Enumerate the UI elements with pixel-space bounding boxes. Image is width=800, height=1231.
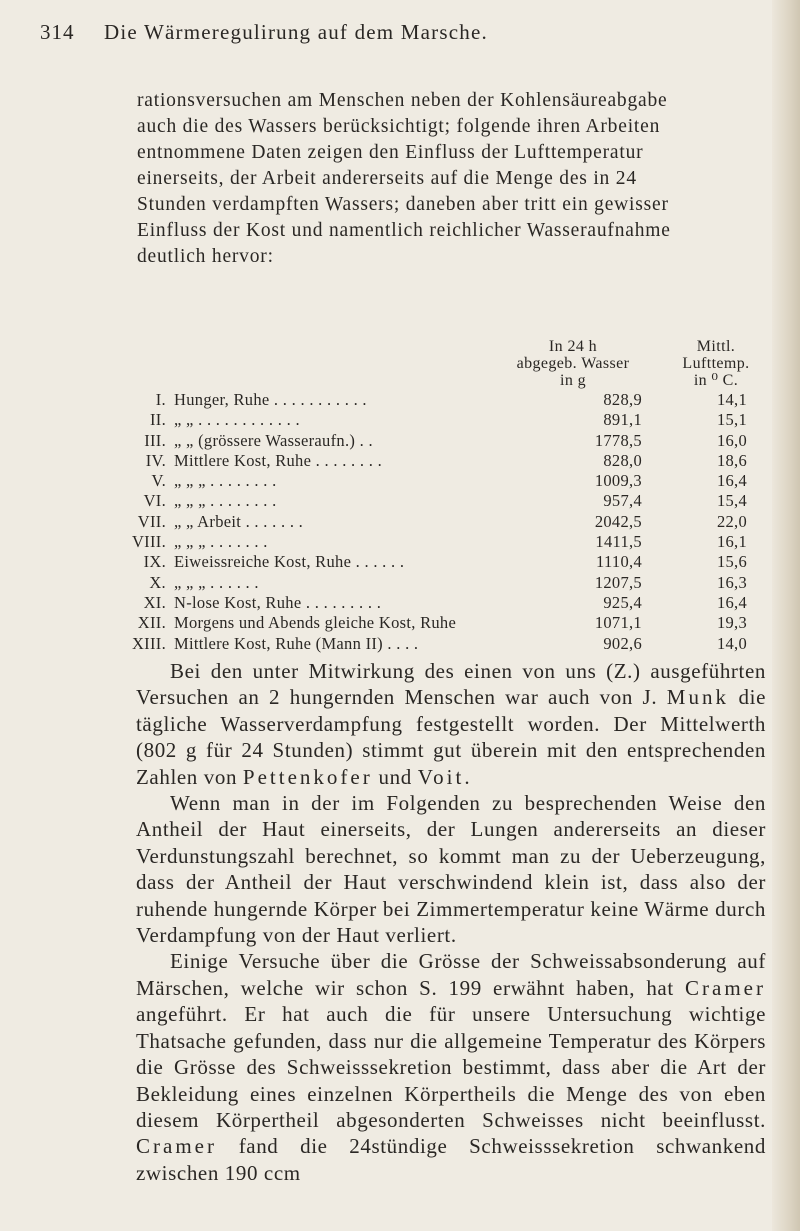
row-label: „ „ „ . . . . . . . <box>174 532 268 552</box>
row-number: II. <box>149 410 166 430</box>
text-run: angeführt. Er hat auch die für unsere Untersuchung wichtige Thatsache gefunden, dass nur die allgemeine Temperatur des Körpers die Grösse des Schweisssekretion bestimmt, dass aber die Art der Bekleidung eines einzelnen Körpertheils die Menge des von eben diesem Körpertheil abgesonderten Schweisses nicht beeinflusst. <box>136 1002 766 1132</box>
table-row <box>124 410 784 430</box>
row-number: V. <box>151 471 166 491</box>
water-value: 828,9 <box>603 390 642 409</box>
water-header-line: In 24 h <box>548 338 598 355</box>
running-title: Die Wärmeregulirung auf dem Marsche. <box>104 20 488 44</box>
row-number: IV. <box>145 450 166 470</box>
water-value: 902,6 <box>603 633 642 653</box>
row-number: X. <box>149 572 166 592</box>
table-row <box>124 390 784 410</box>
author-name: Pettenkofer <box>242 764 373 789</box>
water-value: 1110,4 <box>596 552 642 572</box>
intro-line: entnommene Daten zeigen den Einfluss der Lufttemperatur <box>137 142 644 163</box>
table-row <box>124 512 784 532</box>
intro-line: rationsversuchen am Menschen neben der Kohlensäureabgabe <box>137 90 668 111</box>
text-run: Einige Versuche über die Grösse der Schweissabsonderung auf Märschen, welche wir schon S. 199 erwähnt haben, hat <box>136 949 766 1000</box>
water-header-line: abgegeb. Wasser <box>516 355 630 372</box>
temp-header-line: Mittl. <box>696 338 736 355</box>
author-name: Munk <box>666 685 729 710</box>
table-row <box>124 593 784 613</box>
text-run: fand die 24stündige Schweisssekretion schwankend zwischen 190 ccm <box>136 1134 766 1185</box>
temperature-value: 22,0 <box>716 511 748 531</box>
temperature-value: 18,6 <box>716 450 748 470</box>
intro-line: Stunden verdampften Wassers; daneben aber tritt ein gewisser <box>137 194 669 215</box>
temperature-value: 15,4 <box>716 491 748 511</box>
paragraph-munk <box>136 658 766 790</box>
intro-paragraph <box>137 88 767 270</box>
table-row <box>124 573 784 593</box>
text-run: . <box>464 764 471 789</box>
water-value: 1207,5 <box>594 572 642 592</box>
temperature-value: 19,3 <box>716 613 748 633</box>
paragraph-cramer <box>136 948 766 1186</box>
water-value: 925,4 <box>603 592 642 612</box>
temp-header-line: Lufttemp. <box>682 355 750 372</box>
temperature-column-header <box>660 338 772 389</box>
temperature-value: 15,1 <box>716 410 748 430</box>
water-header-line: in g <box>559 372 587 389</box>
running-header <box>40 20 760 50</box>
row-label: N-lose Kost, Ruhe . . . . . . . . . <box>174 592 382 612</box>
row-label: „ „ „ . . . . . . . . <box>174 491 277 511</box>
temperature-value: 16,1 <box>716 532 748 552</box>
water-value: 957,4 <box>603 491 642 511</box>
row-label: Mittlere Kost, Ruhe (Mann II) . . . . <box>174 633 419 653</box>
paragraph-skin-share: Wenn man in der im Folgenden zu besprechenden Weise den Antheil der Haut einerseits, der Lungen andererseits an dieser Verdunstungszahl berechnet, so kommt man zu der Ueberzeugung, dass der Antheil der Haut verschwindend klein ist, dass also der ruhende hungernde Körper bei Zimmertemperatur keine Wärme durch Verdampfung von der Haut verliert. <box>136 791 766 948</box>
water-value: 1071,1 <box>594 613 642 633</box>
table-row <box>124 532 784 552</box>
table-row <box>124 451 784 471</box>
temperature-value: 16,0 <box>716 430 748 450</box>
row-number: VIII. <box>131 532 166 552</box>
table-row <box>124 491 784 511</box>
row-label: „ „ Arbeit . . . . . . . <box>174 511 304 531</box>
intro-line: deutlich hervor: <box>137 246 274 267</box>
temperature-value: 14,0 <box>716 633 748 653</box>
text-run: und <box>372 764 418 789</box>
water-value: 1009,3 <box>594 471 642 491</box>
author-name: Voit <box>417 764 465 789</box>
intro-line: Einfluss der Kost und namentlich reichlicher Wasseraufnahme <box>137 220 671 241</box>
table-row <box>124 471 784 491</box>
row-number: III. <box>144 430 166 450</box>
table-row <box>124 431 784 451</box>
intro-line: einerseits, der Arbeit andererseits auf die Menge des in 24 <box>137 168 637 189</box>
row-label: Hunger, Ruhe . . . . . . . . . . . <box>174 390 367 409</box>
body-text <box>136 658 766 1186</box>
row-number: XII. <box>137 613 166 633</box>
row-number: XIII. <box>131 633 166 653</box>
text-run: die tägliche Wasserverdampfung festgestellt worden. Der Mittelwerth (802 g für 24 Stunden) stimmt gut überein mit den entsprechenden Zahlen von <box>136 685 766 789</box>
water-value: 2042,5 <box>594 511 642 531</box>
row-label: „ „ . . . . . . . . . . . . <box>174 410 300 430</box>
row-number: VI. <box>143 491 166 511</box>
water-value: 1778,5 <box>594 430 642 450</box>
temperature-value: 14,1 <box>716 390 748 409</box>
water-value: 1411,5 <box>595 532 642 552</box>
temperature-value: 16,3 <box>716 572 748 592</box>
page-number: 314 <box>40 20 75 44</box>
water-column-header <box>498 338 648 389</box>
row-number: VII. <box>137 511 166 531</box>
row-label: „ „ „ . . . . . . . . <box>174 471 277 491</box>
table-row <box>124 613 784 633</box>
row-label: „ „ (grössere Wasseraufn.) . . <box>174 430 373 450</box>
row-label: Mittlere Kost, Ruhe . . . . . . . . <box>174 450 383 470</box>
water-value: 891,1 <box>603 410 642 430</box>
row-label: Morgens und Abends gleiche Kost, Ruhe <box>174 613 457 633</box>
temperature-value: 16,4 <box>716 592 748 612</box>
row-number: XI. <box>143 592 166 612</box>
intro-line: auch die des Wassers berücksichtigt; folgende ihren Arbeiten <box>137 116 661 137</box>
row-label: Eiweissreiche Kost, Ruhe . . . . . . <box>174 552 405 572</box>
temperature-value: 15,6 <box>716 552 748 572</box>
row-number: IX. <box>143 552 166 572</box>
author-name: Cramer <box>685 975 766 1000</box>
water-value: 828,0 <box>603 450 642 470</box>
table-row <box>124 552 784 572</box>
temperature-value: 16,4 <box>716 471 748 491</box>
author-name: Cramer <box>136 1134 217 1159</box>
row-number: I. <box>155 390 166 409</box>
row-label: „ „ „ . . . . . . <box>174 572 259 592</box>
text-run: Bei den unter Mitwirkung des einen von uns (Z.) ausgeführten Versuchen an 2 hungernden Menschen war auch von J. <box>136 659 766 710</box>
experiment-table <box>124 390 784 654</box>
temp-header-line: in ⁰ C. <box>693 372 739 389</box>
table-row <box>124 634 784 654</box>
